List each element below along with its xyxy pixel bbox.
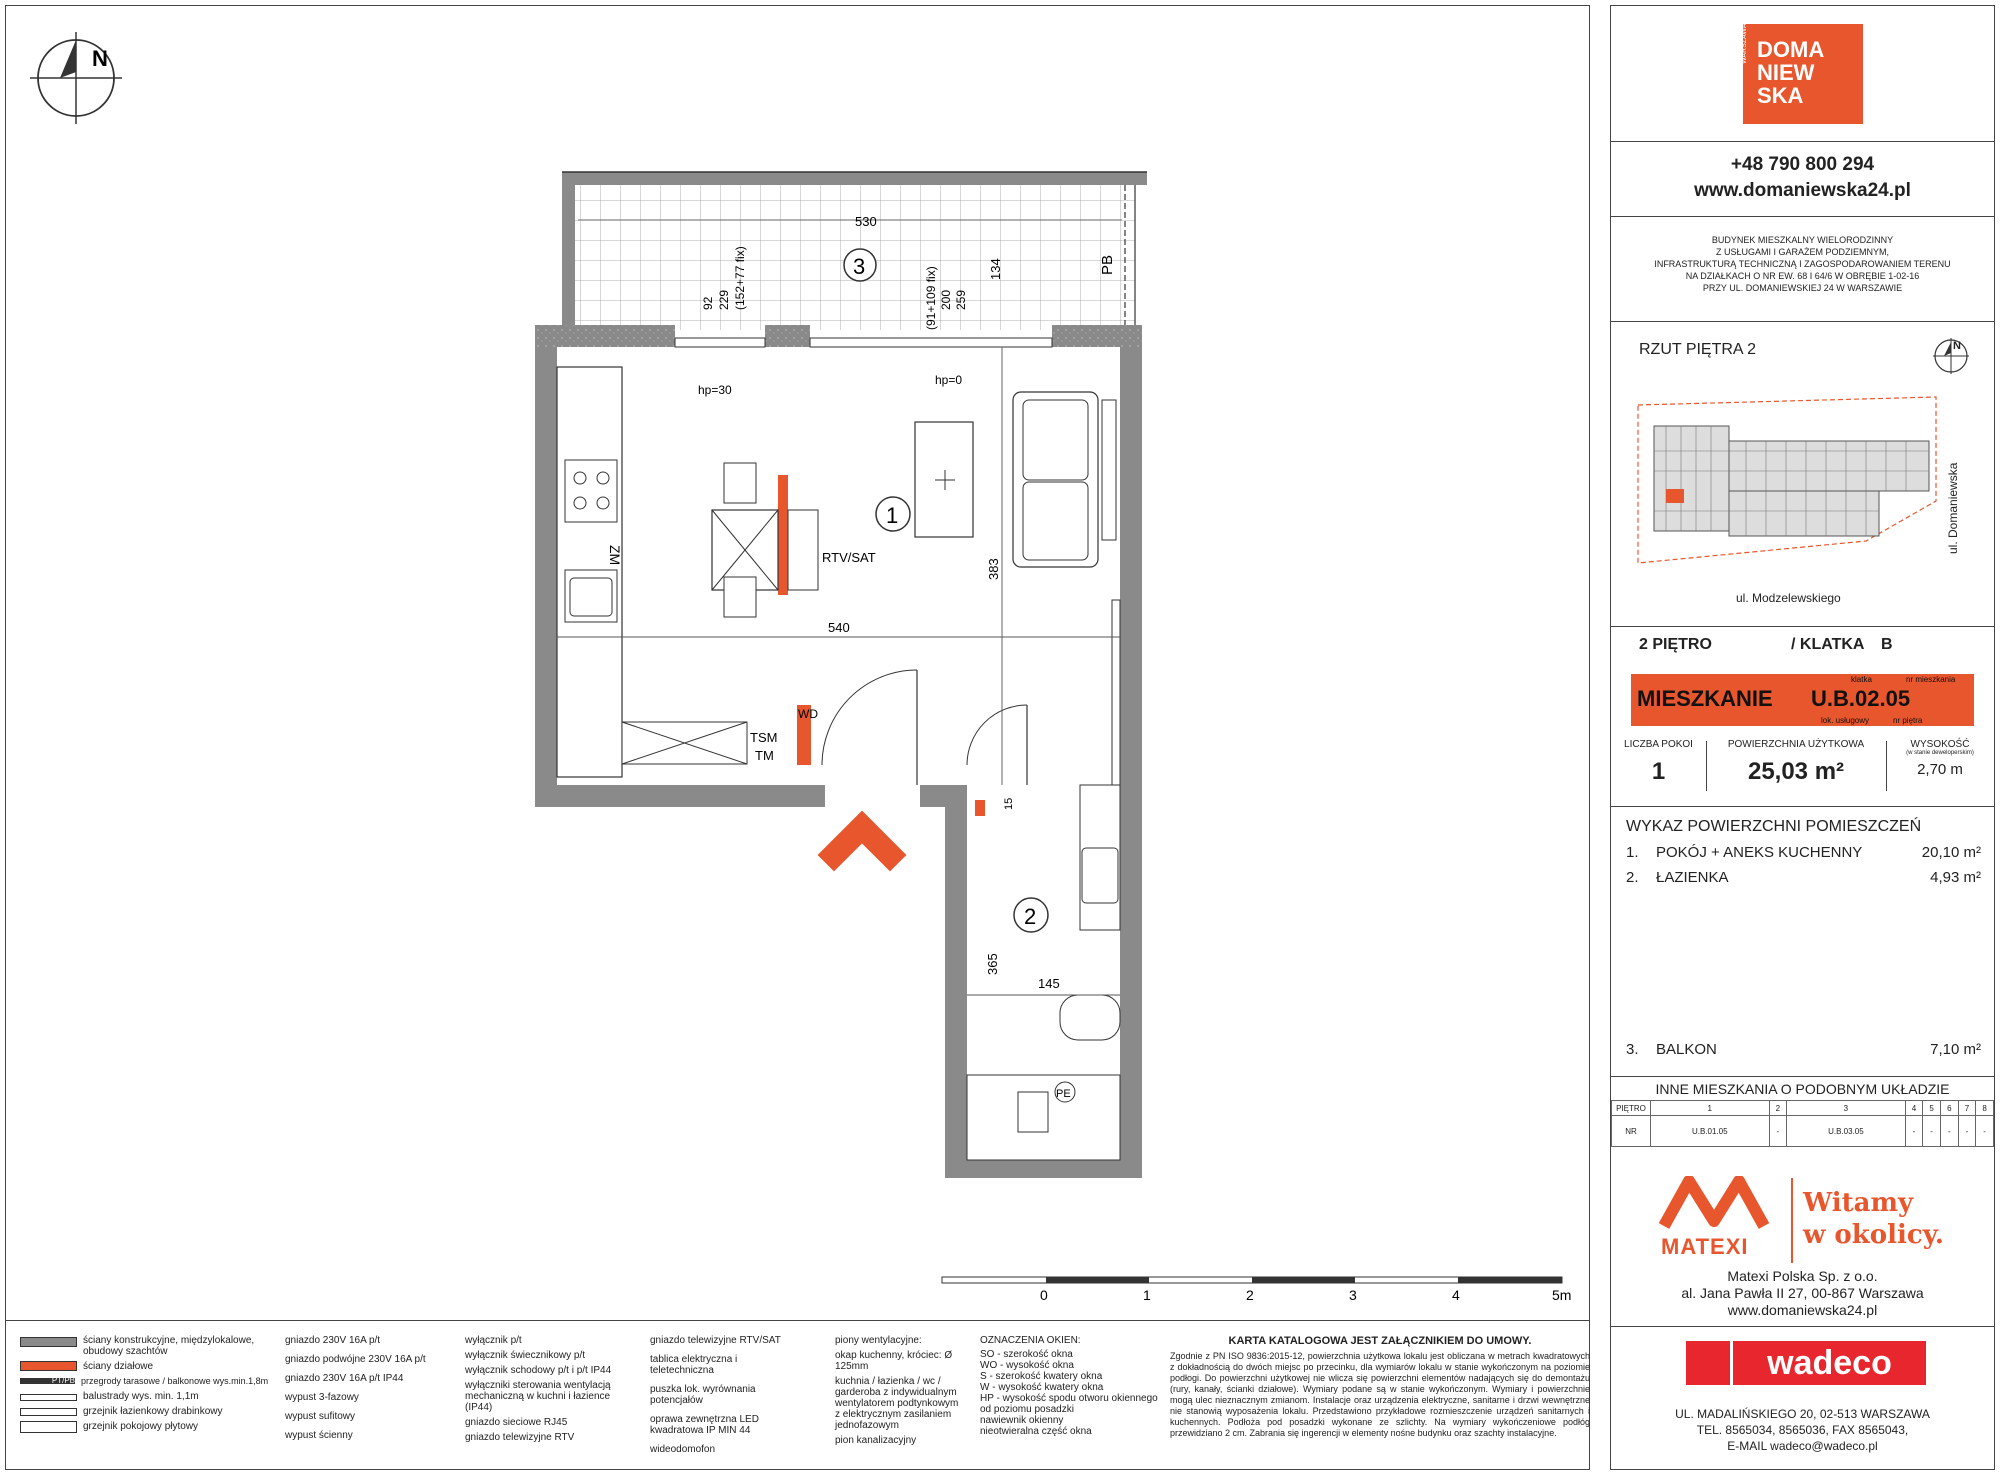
- wadeco-name: wadeco: [1733, 1341, 1926, 1385]
- hp2-label: hp=0: [935, 373, 963, 387]
- key-plan-street-right: ul. Domaniewska: [1946, 462, 1960, 554]
- legend-note: Zgodnie z PN ISO 9836:2015-12, powierzchnia użytkowa lokalu jest obliczana w metrach kwadratowych z dokładnością do dwóch miejsc po przecinku, dla wymiarów lokalu w stanie wykończonym na poziomie podłogi. Do powierzchni użytkowej nie wlicza się powierzchni elementów nadających się do demontażu (rury, kanały, ścianki działowe). Wymiary podane są w stanie wykończonym. Wymiary i powierzchnie mogą ulec nieznacznym zmianom. Instalacje oraz urządzenia elektryczne, sanitarne i drzwi wewnętrzne nie stanowią wyposażenia lokalu. Przedstawiono przykładowe rozmieszczenie urządzeń sanitarnych i kuchennych. Podłoża pod posadzki wykonane ze szlichty. Na wymiary wykończeniowe podłóg przewidziano 2 cm. Zabrania się ingerencji w elementy nośne budynku oraz szachty instalacyjne.: [1170, 1351, 1590, 1438]
- other-number-cell: -: [1958, 1116, 1976, 1147]
- areas-title: WYKAZ POWIERZCHNI POMIESZCZEŃ: [1626, 818, 1922, 835]
- dim-bath-width: 145: [1038, 976, 1060, 991]
- ann-nr: nr mieszkania: [1906, 675, 1956, 684]
- height-value: 2,70 m: [1917, 761, 1963, 778]
- balcony-area: 7,10 m²: [1930, 1041, 1981, 1058]
- ann-pietro: nr piętra: [1893, 716, 1923, 725]
- sheet-frame: [5, 5, 1590, 1470]
- legend-text: przegrody tarasowe / balkonowe wys.min.1,8m: [81, 1376, 269, 1386]
- other-floor-cell: 4: [1905, 1101, 1923, 1116]
- area-item-no: 1.: [1626, 844, 1639, 861]
- window2-dim-a: (91+109 fix): [924, 266, 938, 330]
- dim-bath-depth: 365: [985, 953, 1000, 975]
- rooms-value: 1: [1651, 758, 1666, 785]
- legend-text: wyłącznik świecznikowy p/t: [465, 1350, 586, 1361]
- legend-text: wypust 3-fazowy: [285, 1392, 359, 1403]
- floor-label: 2 PIĘTRO: [1639, 636, 1712, 653]
- logo-line: NIEW: [1757, 60, 1815, 85]
- legend-text: pion kanalizacyjny: [835, 1435, 917, 1446]
- pe-label: PE: [1056, 1088, 1071, 1100]
- tm-label: TM: [755, 748, 774, 763]
- legend-text: okap kuchenny, króciec: Ø 125mm: [835, 1350, 953, 1372]
- dim-room-depth: 383: [986, 558, 1001, 580]
- legend-text: gniazdo 230V 16A p/t: [285, 1335, 381, 1346]
- other-floor-cell: 1: [1651, 1101, 1770, 1116]
- other-floor-cell: 3: [1787, 1101, 1906, 1116]
- legend-text: kuchnia / łazienka / wc / garderoba z indywidualnym wentylatorem podtynkowym z elektrycznym zasilaniem jednofazowym: [835, 1376, 959, 1431]
- apartment-banner: [1631, 674, 1974, 726]
- wadeco-tel: TEL. 8565034, 8565036, FAX 8565043,: [1696, 1423, 1909, 1437]
- legend-text: oprawa zewnętrzna LED kwadratowa IP MIN 44: [650, 1414, 759, 1436]
- legend-text: OZNACZENIA OKIEN:: [980, 1335, 1081, 1346]
- legend-text: gniazdo sieciowe RJ45: [465, 1417, 568, 1428]
- matexi-slogan-1: Witamy: [1803, 1188, 1914, 1218]
- legend-text: W - wysokość kwatery okna: [980, 1382, 1104, 1393]
- legend-text: ściany działowe: [83, 1361, 154, 1372]
- legend-text: wyłączniki sterowania wentylacją mechaniczną w kuchni i łazience (IP44): [465, 1380, 611, 1413]
- ann-lok: lok. usługowy: [1821, 716, 1870, 725]
- pb-label: PB: [1099, 254, 1116, 275]
- key-plan-compass-icon: [1931, 336, 1971, 376]
- rooms-label: LICZBA POKOI: [1624, 739, 1693, 750]
- legend-swatch-structural: [20, 1337, 77, 1347]
- wadeco-email[interactable]: E-MAIL wadeco@wadeco.pl: [1727, 1439, 1878, 1453]
- height-label: WYSOKOŚĆ: [1910, 739, 1970, 750]
- zm-label: ZM: [607, 545, 623, 566]
- window1-dim-a: 92: [701, 296, 715, 310]
- scale-tick-1: 1: [1143, 1287, 1151, 1303]
- dim-small: 15: [1003, 797, 1015, 810]
- other-number-cell: -: [1940, 1116, 1958, 1147]
- area-value: 25,03 m²: [1747, 758, 1845, 785]
- apartment-code: U.B.02.05: [1811, 686, 1911, 711]
- other-floor-cell: 7: [1958, 1101, 1976, 1116]
- rtv-sat-label: RTV/SAT: [822, 550, 876, 565]
- window2-dim-b: 200: [939, 289, 953, 310]
- legend-swatch-ladder-heater: [20, 1408, 77, 1416]
- room-number-3: 3: [853, 254, 866, 279]
- hp1-label: hp=30: [698, 383, 732, 397]
- area-item-name: POKÓJ + ANEKS KUCHENNY: [1656, 844, 1863, 861]
- matexi-company: Matexi Polska Sp. z o.o.: [1727, 1268, 1878, 1284]
- key-plan-street-bottom: ul. Modzelewskiego: [1736, 591, 1841, 605]
- info-panel: [1610, 5, 1995, 1470]
- legend-swatch-panel-heater: [20, 1421, 77, 1433]
- other-floor-cell: 2: [1769, 1101, 1787, 1116]
- scale-tick-5: 5m: [1552, 1287, 1572, 1303]
- matexi-name: MATEXI: [1661, 1234, 1749, 1259]
- legend-swatch-balcony-wall: PT/PB: [20, 1378, 75, 1384]
- other-row2-label: NR: [1612, 1116, 1651, 1147]
- logo-side-text: WARSZAWA: [1741, 23, 1748, 64]
- other-number-cell: -: [1905, 1116, 1923, 1147]
- legend-text: nawiewnik okienny: [980, 1415, 1064, 1426]
- north-label: N: [92, 46, 108, 71]
- wd-label: WD: [798, 707, 818, 721]
- legend-text: puszka lok. wyrównania potencjałów: [650, 1384, 756, 1406]
- window2-dim-c: 259: [954, 289, 968, 310]
- logo-line: DOMA: [1757, 37, 1825, 62]
- other-number-cell: -: [1769, 1116, 1787, 1147]
- building-desc-line: Z USŁUGAMI I GARAŻEM PODZIEMNYM,: [1715, 247, 1889, 257]
- legend-text: gniazdo podwójne 230V 16A p/t: [285, 1354, 426, 1365]
- ann-klatka: klatka: [1851, 675, 1872, 684]
- legend-swatch-partition: [20, 1361, 77, 1371]
- area-item-name: ŁAZIENKA: [1656, 869, 1729, 886]
- key-plan-map: [1636, 391, 1946, 581]
- matexi-web[interactable]: www.domaniewska24.pl: [1727, 1302, 1878, 1318]
- legend-text: balustrady wys. min. 1,1m: [83, 1391, 199, 1402]
- klatka-value: B: [1881, 636, 1893, 653]
- area-item-value: 4,93 m²: [1930, 869, 1981, 886]
- area-item-value: 20,10 m²: [1921, 844, 1981, 861]
- legend-text: HP - wysokość spodu otworu okiennego od poziomu posadzki: [980, 1393, 1158, 1415]
- area-label: POWIERZCHNIA UŻYTKOWA: [1727, 739, 1865, 750]
- other-number-cell: -: [1976, 1116, 1994, 1147]
- legend-text: nieotwieralna część okna: [980, 1426, 1092, 1437]
- scale-tick-0: 0: [1040, 1287, 1048, 1303]
- building-desc-line: INFRASTRUKTURĄ TECHNICZNĄ I ZAGOSPODAROWANIEM TERENU: [1654, 259, 1951, 269]
- legend-text: grzejnik pokojowy płytowy: [83, 1421, 199, 1432]
- balcony-name: BALKON: [1656, 1041, 1717, 1058]
- legend-divider: [5, 1320, 1590, 1321]
- wadeco-logo: [1686, 1341, 1926, 1391]
- legend-text: piony wentylacyjne:: [835, 1335, 922, 1346]
- apartment-label: MIESZKANIE: [1637, 686, 1773, 711]
- scale-tick-4: 4: [1452, 1287, 1460, 1303]
- legend-text: ściany konstrukcyjne, międzylokalowe, obudowy szachtów: [83, 1335, 255, 1357]
- room-number-2: 2: [1024, 904, 1037, 929]
- other-floor-cell: 5: [1923, 1101, 1941, 1116]
- other-number-cell: -: [1923, 1116, 1941, 1147]
- building-desc-line: PRZY UL. DOMANIEWSKIEJ 24 W WARSZAWIE: [1702, 283, 1903, 293]
- other-apartments-table: [1611, 1100, 1994, 1147]
- legend-text: wypust sufitowy: [285, 1411, 356, 1422]
- legend-text: wideodomofon: [650, 1444, 716, 1455]
- legend-text: wyłącznik schodowy p/t i p/t IP44: [465, 1365, 612, 1376]
- dim-room-width: 540: [828, 620, 850, 635]
- building-desc-line: BUDYNEK MIESZKALNY WIELORODZINNY: [1711, 235, 1894, 245]
- key-plan-title: RZUT PIĘTRA 2: [1639, 341, 1757, 358]
- legend-text: SO - szerokość okna: [980, 1349, 1073, 1360]
- legend-text: WO - wysokość okna: [980, 1360, 1074, 1371]
- legend-text: gniazdo telewizyjne RTV: [465, 1432, 575, 1443]
- tsm-label: TSM: [750, 730, 778, 745]
- key-plan-north: N: [1953, 340, 1961, 352]
- matexi-address: al. Jana Pawła II 27, 00-867 Warszawa: [1681, 1285, 1924, 1301]
- legend-text: gniazdo telewizyjne RTV/SAT: [650, 1335, 781, 1346]
- klatka-label: / KLATKA: [1791, 636, 1865, 653]
- legend-text: tablica elektryczna i teletechniczna: [650, 1354, 738, 1376]
- dim-balcony-width: 530: [855, 214, 877, 229]
- room-number-1: 1: [886, 503, 899, 528]
- scale-tick-3: 3: [1349, 1287, 1357, 1303]
- legend-note-title: KARTA KATALOGOWA JEST ZAŁĄCZNIKIEM DO UMOWY.: [1228, 1335, 1532, 1347]
- phone-number[interactable]: +48 790 800 294: [1730, 154, 1875, 175]
- wadeco-address: UL. MADALIŃSKIEGO 20, 02-513 WARSZAWA: [1675, 1407, 1930, 1421]
- height-note: (w stanie deweloperskim): [1906, 750, 1974, 756]
- legend-text: S - szerokość kwatery okna: [980, 1371, 1103, 1382]
- other-floor-cell: 8: [1976, 1101, 1994, 1116]
- window1-dim-b: 229: [717, 289, 731, 310]
- legend-text: wypust ścienny: [285, 1430, 353, 1441]
- matexi-slogan-2: w okolicy.: [1803, 1220, 1944, 1250]
- legend-text: wyłącznik p/t: [465, 1335, 522, 1346]
- website-link[interactable]: www.domaniewska24.pl: [1694, 180, 1911, 201]
- other-row1-label: PIĘTRO: [1612, 1101, 1651, 1116]
- domaniewska-logo: [1743, 24, 1863, 124]
- other-number-cell: U.B.03.05: [1787, 1116, 1906, 1147]
- legend-text: grzejnik łazienkowy drabinkowy: [83, 1406, 223, 1417]
- other-number-cell: U.B.01.05: [1651, 1116, 1770, 1147]
- other-floor-cell: 6: [1940, 1101, 1958, 1116]
- matexi-logo-icon: [1659, 1176, 1779, 1231]
- legend-text: gniazdo 230V 16A p/t IP44: [285, 1373, 404, 1384]
- scale-tick-2: 2: [1246, 1287, 1254, 1303]
- window1-dim-c: (152+77 fix): [733, 246, 747, 310]
- legend: [20, 1335, 1590, 1465]
- logo-line: SKA: [1757, 83, 1804, 108]
- legend-swatch-railing: [20, 1394, 77, 1401]
- building-desc-line: NA DZIAŁKACH O NR EW. 68 I 64/6 W OBRĘBIE 1-02-16: [1685, 271, 1920, 281]
- dim-balcony-depth: 134: [988, 258, 1003, 280]
- balcony-no: 3.: [1626, 1041, 1639, 1058]
- area-item-no: 2.: [1626, 869, 1639, 886]
- other-title: INNE MIESZKANIA O PODOBNYM UKŁADZIE: [1655, 1081, 1950, 1097]
